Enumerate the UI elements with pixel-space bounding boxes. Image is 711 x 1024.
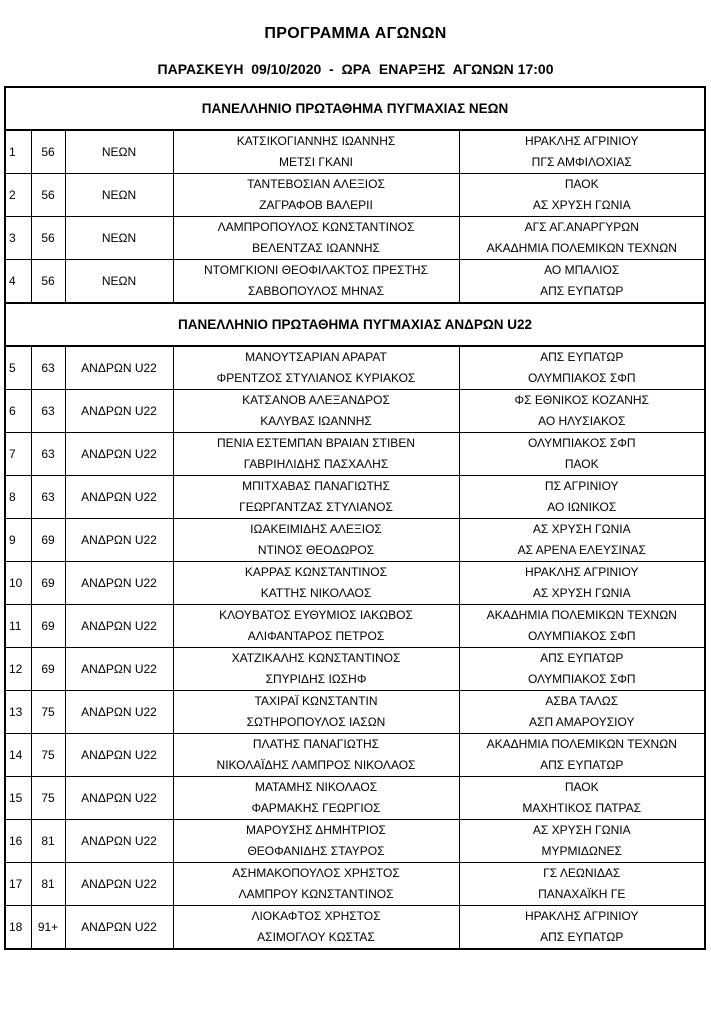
section-title: ΠΑΝΕΛΛΗΝΙΟ ΠΡΩΤΑΘΗΜΑ ΠΥΓΜΑΧΙΑΣ ΝΕΩΝ	[5, 87, 705, 130]
club-name: ΗΡΑΚΛΗΣ ΑΓΡΙΝΙΟΥ	[525, 909, 639, 923]
age-category: ΑΝΔΡΩΝ U22	[65, 519, 173, 562]
boxer-name: ΜΑΡΟΥΣΗΣ ΔΗΜΗΤΡΙΟΣ	[246, 823, 386, 837]
bout-number: 9	[5, 519, 31, 562]
clubs-cell	[459, 648, 705, 691]
club-name: ΑΟ ΜΠΑΛΙΟΣ	[544, 263, 620, 277]
boxer-name: ΝΤΙΝΟΣ ΘΕΟΔΩΡΟΣ	[257, 543, 375, 557]
bout-number: 17	[5, 863, 31, 906]
weight-class: 63	[31, 390, 65, 433]
clubs-cell	[459, 217, 705, 260]
section-header-row	[5, 303, 705, 346]
weight-class: 63	[31, 476, 65, 519]
clubs-cell	[459, 777, 705, 820]
club-name: ΑΣ ΧΡΥΣΗ ΓΩΝΙΑ	[532, 586, 631, 600]
club-name: ΟΛΥΜΠΙΑΚΟΣ ΣΦΠ	[527, 371, 636, 385]
boxer-name: ΜΑΝΟΥΤΣΑΡΙΑΝ ΑΡΑΡΑΤ	[245, 350, 387, 364]
boxers-cell	[173, 605, 459, 648]
club-name: ΠΑΟΚ	[564, 457, 599, 471]
clubs-cell	[459, 820, 705, 863]
club-name: ΑΟ ΙΩΝΙΚΟΣ	[547, 500, 617, 514]
boxer-name: ΒΕΛΕΝΤΖΑΣ ΙΩΑΝΝΗΣ	[252, 241, 380, 255]
section-title: ΠΑΝΕΛΛΗΝΙΟ ΠΡΩΤΑΘΗΜΑ ΠΥΓΜΑΧΙΑΣ ΑΝΔΡΩΝ U22	[5, 303, 705, 346]
clubs-cell	[459, 476, 705, 519]
table-row	[5, 605, 705, 648]
weight-class: 56	[31, 130, 65, 174]
bout-number: 7	[5, 433, 31, 476]
weight-class: 63	[31, 433, 65, 476]
boxer-name: ΓΕΩΡΓΑΝΤΖΑΣ ΣΤΥΛΙΑΝΟΣ	[239, 500, 393, 514]
club-name: ΑΣ ΧΡΥΣΗ ΓΩΝΙΑ	[532, 823, 631, 837]
age-category: ΝΕΩΝ	[65, 174, 173, 217]
weight-class: 91+	[31, 906, 65, 950]
boxer-name: ΛΙΟΚΑΦΤΟΣ ΧΡΗΣΤΟΣ	[251, 909, 381, 923]
boxer-name: ΛΑΜΠΡΟΠΟΥΛΟΣ ΚΩΝΣΤΑΝΤΙΝΟΣ	[217, 220, 415, 234]
boxer-name: ΜΑΤΑΜΗΣ ΝΙΚΟΛΑΟΣ	[254, 780, 378, 794]
age-category: ΝΕΩΝ	[65, 217, 173, 260]
boxers-cell	[173, 433, 459, 476]
boxers-cell	[173, 519, 459, 562]
boxers-cell	[173, 820, 459, 863]
boxer-name: ΣΩΤΗΡΟΠΟΥΛΟΣ ΙΑΣΩΝ	[246, 715, 386, 729]
table-row	[5, 174, 705, 217]
event-date-time: ΠΑΡΑΣΚΕΥΗ 09/10/2020 - ΩΡΑ ΕΝΑΡΞΗΣ ΑΓΩΝΩΝ 17:00	[157, 61, 554, 77]
boxer-name: ΚΑΤΣΙΚΟΓΙΑΝΝΗΣ ΙΩΑΝΝΗΣ	[236, 134, 396, 148]
boxer-name: ΝΙΚΟΛΑΪΔΗΣ ΛΑΜΠΡΟΣ ΝΙΚΟΛΑΟΣ	[216, 758, 416, 772]
boxers-cell	[173, 390, 459, 433]
clubs-cell	[459, 863, 705, 906]
club-name: ΑΣ ΧΡΥΣΗ ΓΩΝΙΑ	[532, 522, 631, 536]
boxers-cell	[173, 562, 459, 605]
age-category: ΑΝΔΡΩΝ U22	[65, 346, 173, 390]
club-name: ΠΣ ΑΓΡΙΝΙΟΥ	[544, 479, 619, 493]
boxer-name: ΜΠΙΤΧΑΒΑΣ ΠΑΝΑΓΙΩΤΗΣ	[242, 479, 390, 493]
bout-schedule-body	[5, 87, 705, 949]
age-category: ΑΝΔΡΩΝ U22	[65, 390, 173, 433]
clubs-cell	[459, 906, 705, 950]
weight-class: 56	[31, 217, 65, 260]
boxer-name: ΑΣΗΜΑΚΟΠΟΥΛΟΣ ΧΡΗΣΤΟΣ	[232, 866, 400, 880]
page-title: ΠΡΟΓΡΑΜΜΑ ΑΓΩΝΩΝ	[264, 25, 447, 42]
age-category: ΑΝΔΡΩΝ U22	[65, 777, 173, 820]
bout-number: 10	[5, 562, 31, 605]
boxers-cell	[173, 863, 459, 906]
bout-number: 16	[5, 820, 31, 863]
age-category: ΑΝΔΡΩΝ U22	[65, 562, 173, 605]
age-category: ΑΝΔΡΩΝ U22	[65, 648, 173, 691]
bout-number: 3	[5, 217, 31, 260]
club-name: ΓΣ ΛΕΩΝΙΔΑΣ	[543, 866, 621, 880]
club-name: ΜΥΡΜΙΔΩΝΕΣ	[541, 844, 622, 858]
bout-number: 14	[5, 734, 31, 777]
weight-class: 75	[31, 777, 65, 820]
boxer-name: ΤΑΧΙΡΑΪ ΚΩΝΣΤΑΝΤΙΝ	[254, 694, 378, 708]
clubs-cell	[459, 562, 705, 605]
boxer-name: ΙΩΑΚΕΙΜΙΔΗΣ ΑΛΕΞΙΟΣ	[250, 522, 382, 536]
boxer-name: ΚΑΤΤΗΣ ΝΙΚΟΛΑΟΣ	[260, 586, 372, 600]
age-category: ΑΝΔΡΩΝ U22	[65, 433, 173, 476]
clubs-cell	[459, 174, 705, 217]
boxer-name: ΚΑΛΥΒΑΣ ΙΩΑΝΝΗΣ	[260, 414, 372, 428]
boxer-name: ΠΕΝΙΑ ΕΣΤΕΜΠΑΝ ΒΡΑΙΑΝ ΣΤΙΒΕΝ	[217, 436, 415, 450]
weight-class: 69	[31, 562, 65, 605]
table-row	[5, 260, 705, 304]
boxer-name: ΑΛΙΦΑΝΤΑΡΟΣ ΠΕΤΡΟΣ	[247, 629, 385, 643]
boxers-cell	[173, 476, 459, 519]
club-name: ΗΡΑΚΛΗΣ ΑΓΡΙΝΙΟΥ	[525, 565, 639, 579]
boxer-name: ΚΛΟΥΒΑΤΟΣ ΕΥΘΥΜΙΟΣ ΙΑΚΩΒΟΣ	[219, 608, 413, 622]
boxer-name: ΜΕΤΣΙ ΓΚΑΝΙ	[278, 155, 354, 169]
table-row	[5, 130, 705, 174]
club-name: ΟΛΥΜΠΙΑΚΟΣ ΣΦΠ	[527, 629, 636, 643]
club-name: ΑΠΣ ΕΥΠΑΤΩΡ	[540, 758, 624, 772]
weight-class: 75	[31, 734, 65, 777]
weight-class: 69	[31, 648, 65, 691]
club-name: ΠΑΟΚ	[564, 177, 599, 191]
weight-class: 75	[31, 691, 65, 734]
club-name: ΠΓΣ ΑΜΦΙΛΟΧΙΑΣ	[531, 155, 632, 169]
club-name: ΑΠΣ ΕΥΠΑΤΩΡ	[540, 651, 624, 665]
boxer-name: ΝΤΟΜΓΚΙΟΝΙ ΘΕΟΦΙΛΑΚΤΟΣ ΠΡΕΣΤΗΣ	[203, 263, 429, 277]
boxer-name: ΤΑΝΤΕΒΟΣΙΑΝ ΑΛΕΞΙΟΣ	[247, 177, 385, 191]
clubs-cell	[459, 390, 705, 433]
clubs-cell	[459, 130, 705, 174]
age-category: ΑΝΔΡΩΝ U22	[65, 734, 173, 777]
club-name: ΠΑΟΚ	[564, 780, 599, 794]
boxer-name: ΦΡΕΝΤΖΟΣ ΣΤΥΛΙΑΝΟΣ ΚΥΡΙΑΚΟΣ	[216, 371, 416, 385]
weight-class: 63	[31, 346, 65, 390]
bout-number: 15	[5, 777, 31, 820]
age-category: ΝΕΩΝ	[65, 260, 173, 304]
boxers-cell	[173, 906, 459, 950]
weight-class: 69	[31, 519, 65, 562]
bout-number: 8	[5, 476, 31, 519]
bout-number: 18	[5, 906, 31, 950]
weight-class: 81	[31, 820, 65, 863]
table-row	[5, 820, 705, 863]
table-row	[5, 217, 705, 260]
clubs-cell	[459, 260, 705, 304]
club-name: ΗΡΑΚΛΗΣ ΑΓΡΙΝΙΟΥ	[525, 134, 639, 148]
weight-class: 56	[31, 260, 65, 304]
table-row	[5, 562, 705, 605]
boxer-name: ΚΑΡΡΑΣ ΚΩΝΣΤΑΝΤΙΝΟΣ	[244, 565, 388, 579]
boxer-name: ΛΑΜΠΡΟΥ ΚΩΝΣΤΑΝΤΙΝΟΣ	[238, 887, 394, 901]
clubs-cell	[459, 734, 705, 777]
club-name: ΑΣ ΧΡΥΣΗ ΓΩΝΙΑ	[532, 198, 631, 212]
club-name: ΑΠΣ ΕΥΠΑΤΩΡ	[540, 350, 624, 364]
boxer-name: ΣΑΒΒΟΠΟΥΛΟΣ ΜΗΝΑΣ	[247, 284, 385, 298]
boxers-cell	[173, 346, 459, 390]
boxers-cell	[173, 217, 459, 260]
boxer-name: ΧΑΤΖΙΚΑΛΗΣ ΚΩΝΣΤΑΝΤΙΝΟΣ	[231, 651, 401, 665]
table-row	[5, 734, 705, 777]
bout-number: 5	[5, 346, 31, 390]
weight-class: 81	[31, 863, 65, 906]
table-row	[5, 390, 705, 433]
table-row	[5, 519, 705, 562]
clubs-cell	[459, 519, 705, 562]
boxers-cell	[173, 734, 459, 777]
boxers-cell	[173, 130, 459, 174]
boxers-cell	[173, 648, 459, 691]
bout-number: 6	[5, 390, 31, 433]
boxer-name: ΑΣΙΜΟΓΛΟΥ ΚΩΣΤΑΣ	[257, 930, 375, 944]
table-row	[5, 346, 705, 390]
club-name: ΑΚΑΔΗΜΙΑ ΠΟΛΕΜΙΚΩΝ ΤΕΧΝΩΝ	[486, 608, 677, 622]
table-row	[5, 777, 705, 820]
club-name: ΜΑΧΗΤΙΚΟΣ ΠΑΤΡΑΣ	[522, 801, 642, 815]
bout-schedule-table	[4, 86, 706, 950]
club-name: ΟΛΥΜΠΙΑΚΟΣ ΣΦΠ	[527, 672, 636, 686]
table-row	[5, 648, 705, 691]
boxer-name: ΘΕΟΦΑΝΙΔΗΣ ΣΤΑΥΡΟΣ	[247, 844, 385, 858]
boxer-name: ΦΑΡΜΑΚΗΣ ΓΕΩΡΓΙΟΣ	[251, 801, 381, 815]
weight-class: 69	[31, 605, 65, 648]
club-name: ΑΣΒΑ ΤΑΛΩΣ	[545, 694, 619, 708]
bout-number: 13	[5, 691, 31, 734]
table-row	[5, 906, 705, 950]
boxers-cell	[173, 174, 459, 217]
clubs-cell	[459, 346, 705, 390]
age-category: ΑΝΔΡΩΝ U22	[65, 863, 173, 906]
boxer-name: ΖΑΓΡΑΦΟΒ ΒΑΛΕΡΙΙ	[259, 198, 373, 212]
club-name: ΟΛΥΜΠΙΑΚΟΣ ΣΦΠ	[527, 436, 636, 450]
table-row	[5, 476, 705, 519]
boxer-name: ΣΠΥΡΙΔΗΣ ΙΩΣΗΦ	[265, 672, 367, 686]
bout-number: 2	[5, 174, 31, 217]
boxer-name: ΚΑΤΣΑΝΟΒ ΑΛΕΞΑΝΔΡΟΣ	[242, 393, 390, 407]
age-category: ΑΝΔΡΩΝ U22	[65, 906, 173, 950]
club-name: ΑΚΑΔΗΜΙΑ ΠΟΛΕΜΙΚΩΝ ΤΕΧΝΩΝ	[486, 737, 677, 751]
table-row	[5, 863, 705, 906]
age-category: ΝΕΩΝ	[65, 130, 173, 174]
club-name: ΑΠΣ ΕΥΠΑΤΩΡ	[540, 930, 624, 944]
club-name: ΑΠΣ ΕΥΠΑΤΩΡ	[540, 284, 624, 298]
bout-number: 1	[5, 130, 31, 174]
clubs-cell	[459, 691, 705, 734]
clubs-cell	[459, 605, 705, 648]
boxers-cell	[173, 260, 459, 304]
boxers-cell	[173, 777, 459, 820]
section-header-row	[5, 87, 705, 130]
bout-number: 4	[5, 260, 31, 304]
bout-number: 11	[5, 605, 31, 648]
boxers-cell	[173, 691, 459, 734]
club-name: ΑΓΣ ΑΓ.ΑΝΑΡΓΥΡΩΝ	[524, 220, 639, 234]
weight-class: 56	[31, 174, 65, 217]
club-name: ΠΑΝΑΧΑΪΚΗ ΓΕ	[538, 887, 626, 901]
clubs-cell	[459, 433, 705, 476]
club-name: ΦΣ ΕΘΝΙΚΟΣ ΚΟΖΑΝΗΣ	[514, 393, 649, 407]
club-name: ΑΣΠ ΑΜΑΡΟΥΣΙΟΥ	[529, 715, 635, 729]
table-row	[5, 691, 705, 734]
boxer-name: ΓΑΒΡΙΗΛΙΔΗΣ ΠΑΣΧΑΛΗΣ	[243, 457, 389, 471]
club-name: ΑΣ ΑΡΕΝΑ ΕΛΕΥΣΙΝΑΣ	[517, 543, 646, 557]
bout-number: 12	[5, 648, 31, 691]
club-name: ΑΚΑΔΗΜΙΑ ΠΟΛΕΜΙΚΩΝ ΤΕΧΝΩΝ	[486, 241, 677, 255]
age-category: ΑΝΔΡΩΝ U22	[65, 691, 173, 734]
age-category: ΑΝΔΡΩΝ U22	[65, 476, 173, 519]
club-name: ΑΟ ΗΛΥΣΙΑΚΟΣ	[538, 414, 626, 428]
age-category: ΑΝΔΡΩΝ U22	[65, 820, 173, 863]
table-row	[5, 433, 705, 476]
boxer-name: ΠΛΑΤΗΣ ΠΑΝΑΓΙΩΤΗΣ	[252, 737, 380, 751]
age-category: ΑΝΔΡΩΝ U22	[65, 605, 173, 648]
